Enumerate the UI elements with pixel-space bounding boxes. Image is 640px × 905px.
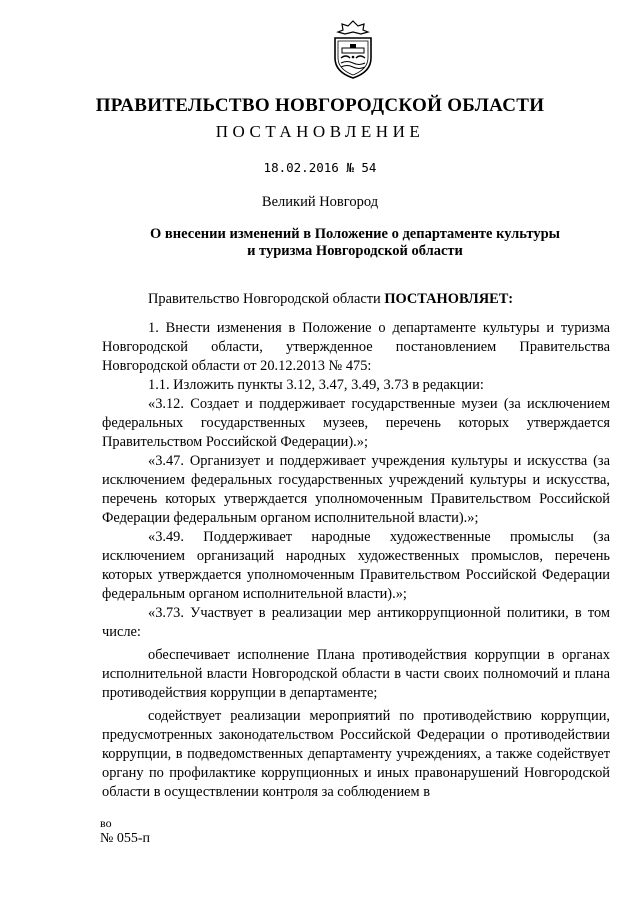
body-paragraph: «3.12. Создает и поддерживает государственные музеи (за исключением федеральных государственных музеев, перечень которых утверждается Правительством Российской Федерации).»; bbox=[102, 396, 610, 450]
government-title: ПРАВИТЕЛЬСТВО НОВГОРОДСКОЙ ОБЛАСТИ bbox=[95, 95, 545, 116]
body-paragraph: обеспечивает исполнение Плана противодействия коррупции в органах исполнительной власти Новгородской области в части своих полномочий и плана противодействия коррупции в департаменте; bbox=[102, 647, 610, 701]
body-paragraph: содействует реализации мероприятий по противодействию коррупции, предусмотренных законодательством Российской Федерации о противодействии коррупции, в подведомственных департаменту учреждениях, а также содействует органу по профилактике коррупционных и иных правонарушений Новгородской области в осуществлении контроля за соблюдением в bbox=[102, 708, 610, 800]
body-paragraph: «3.73. Участвует в реализации мер антикоррупционной политики, в том числе: bbox=[102, 605, 610, 640]
coat-of-arms-icon bbox=[328, 18, 378, 80]
lead-text: Правительство Новгородской области bbox=[148, 291, 385, 307]
document-subject bbox=[130, 226, 580, 260]
document-type: ПОСТАНОВЛЕНИЕ bbox=[215, 122, 425, 141]
lead-paragraph bbox=[102, 290, 610, 309]
body-paragraph: «3.49. Поддерживает народные художественные промыслы (за исключением организаций народных художественных промыслов, перечень которых утверждается уполномоченным Правительством Российской Федерации федеральным органом исполнительной власти).»; bbox=[102, 529, 610, 602]
footer-mark: во bbox=[100, 816, 112, 830]
document-date-number: 18.02.2016 № 54 bbox=[263, 160, 377, 175]
document-city: Великий Новгород bbox=[261, 194, 379, 210]
body-paragraph: 1. Внести изменения в Положение о департаменте культуры и туризма Новгородской области, утвержденное постановлением Правительства Новгородской области от 20.12.2013 № 475: bbox=[102, 320, 610, 374]
body-paragraph: 1.1. Изложить пункты 3.12, 3.47, 3.49, 3.73 в редакции: bbox=[148, 377, 484, 393]
footer-registration-number: № 055-п bbox=[100, 831, 151, 846]
subject-line: и туризма Новгородской области bbox=[247, 243, 463, 259]
document-footer bbox=[100, 816, 150, 846]
body-paragraph: «3.47. Организует и поддерживает учреждения культуры и искусства (за исключением федеральных государственных учреждений культуры и искусства, перечень которых утверждается уполномоченным Правительством Российской Федерации федеральным органом исполнительной власти).»; bbox=[102, 453, 610, 526]
document-body bbox=[102, 290, 610, 802]
lead-resolution: ПОСТАНОВЛЯЕТ: bbox=[384, 291, 514, 307]
subject-line: О внесении изменений в Положение о департаменте культуры bbox=[150, 226, 560, 242]
